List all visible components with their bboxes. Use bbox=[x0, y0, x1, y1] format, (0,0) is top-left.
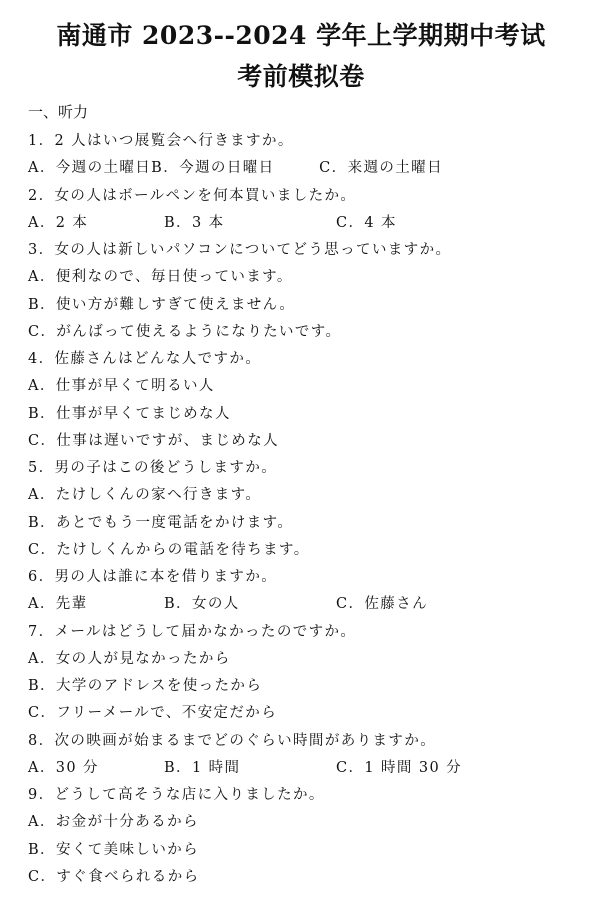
answer-option[interactable]: C．フリーメールで、不安定だから bbox=[28, 705, 278, 722]
exam-subtitle: 考前模拟卷 bbox=[237, 62, 365, 91]
answer-option[interactable]: B．安くて美味しいから bbox=[28, 841, 200, 858]
answer-option[interactable]: A．女の人が見なかったから bbox=[28, 650, 231, 667]
answer-option[interactable]: A．今週の土曜日 bbox=[28, 160, 152, 177]
question-text: 8．次の映画が始まるまでどのぐらい時間がありますか。 bbox=[28, 732, 437, 749]
section-heading-listening: 一、听力 bbox=[28, 103, 89, 121]
question-text: 5．男の子はこの後どうしますか。 bbox=[28, 460, 278, 476]
answer-option[interactable]: C．佐藤さん bbox=[336, 596, 428, 613]
answer-option[interactable]: C．すぐ食べられるから bbox=[28, 868, 200, 885]
question-text: 9．どうして高そうな店に入りましたか。 bbox=[28, 787, 325, 803]
answer-option[interactable]: C．仕事は遅いですが、まじめな人 bbox=[28, 432, 279, 449]
answer-options-row bbox=[28, 591, 588, 618]
answer-option[interactable]: B．使い方が難しすぎて使えません。 bbox=[28, 296, 296, 313]
answer-option[interactable]: B．女の人 bbox=[164, 596, 240, 613]
question-text: 6．男の人は誰に本を借りますか。 bbox=[28, 569, 278, 585]
answer-option[interactable]: B．仕事が早くてまじめな人 bbox=[28, 405, 231, 422]
answer-option[interactable]: B．3 本 bbox=[164, 214, 225, 231]
question-list bbox=[28, 128, 588, 891]
answer-option[interactable]: C．たけしくんからの電話を待ちます。 bbox=[28, 541, 310, 558]
question-text: 3．女の人は新しいパソコンについてどう思っていますか。 bbox=[28, 242, 452, 258]
answer-option[interactable]: C．1 時間 30 分 bbox=[336, 759, 462, 776]
answer-option[interactable]: B．今週の日曜日 bbox=[151, 160, 275, 177]
answer-option[interactable]: A．たけしくんの家へ行きます。 bbox=[28, 487, 262, 504]
answer-option[interactable]: C．がんばって使えるようになりたいです。 bbox=[28, 323, 342, 340]
question-text: 7．メールはどうして届かなかったのですか。 bbox=[28, 623, 357, 640]
answer-option[interactable]: A．仕事が早くて明るい人 bbox=[28, 378, 215, 395]
answer-option[interactable]: C．4 本 bbox=[336, 214, 397, 231]
answer-option[interactable]: B．1 時間 bbox=[164, 759, 241, 776]
answer-option[interactable]: B．大学のアドレスを使ったから bbox=[28, 678, 263, 694]
answer-option[interactable]: B．あとでもう一度電話をかけます。 bbox=[28, 514, 294, 531]
exam-title: 南通市 2023--2024 学年上学期期中考试 bbox=[56, 21, 546, 50]
question-text: 2．女の人はボールペンを何本買いましたか。 bbox=[28, 187, 357, 204]
answer-options-row bbox=[28, 755, 588, 782]
answer-option[interactable]: A．先輩 bbox=[28, 596, 88, 613]
answer-option[interactable]: A．お金が十分あるから bbox=[28, 814, 199, 831]
answer-option[interactable]: C．来週の土曜日 bbox=[319, 160, 443, 177]
question-text: 4．佐藤さんはどんな人ですか。 bbox=[28, 351, 262, 367]
answer-options-row bbox=[28, 155, 588, 182]
answer-option[interactable]: A．便利なので、毎日使っています。 bbox=[28, 269, 293, 286]
answer-option[interactable]: A．30 分 bbox=[28, 759, 99, 776]
answer-option[interactable]: A．2 本 bbox=[28, 214, 89, 231]
answer-options-row bbox=[28, 210, 588, 237]
question-text: 1．2 人はいつ展覧会へ行きますか。 bbox=[28, 133, 294, 149]
